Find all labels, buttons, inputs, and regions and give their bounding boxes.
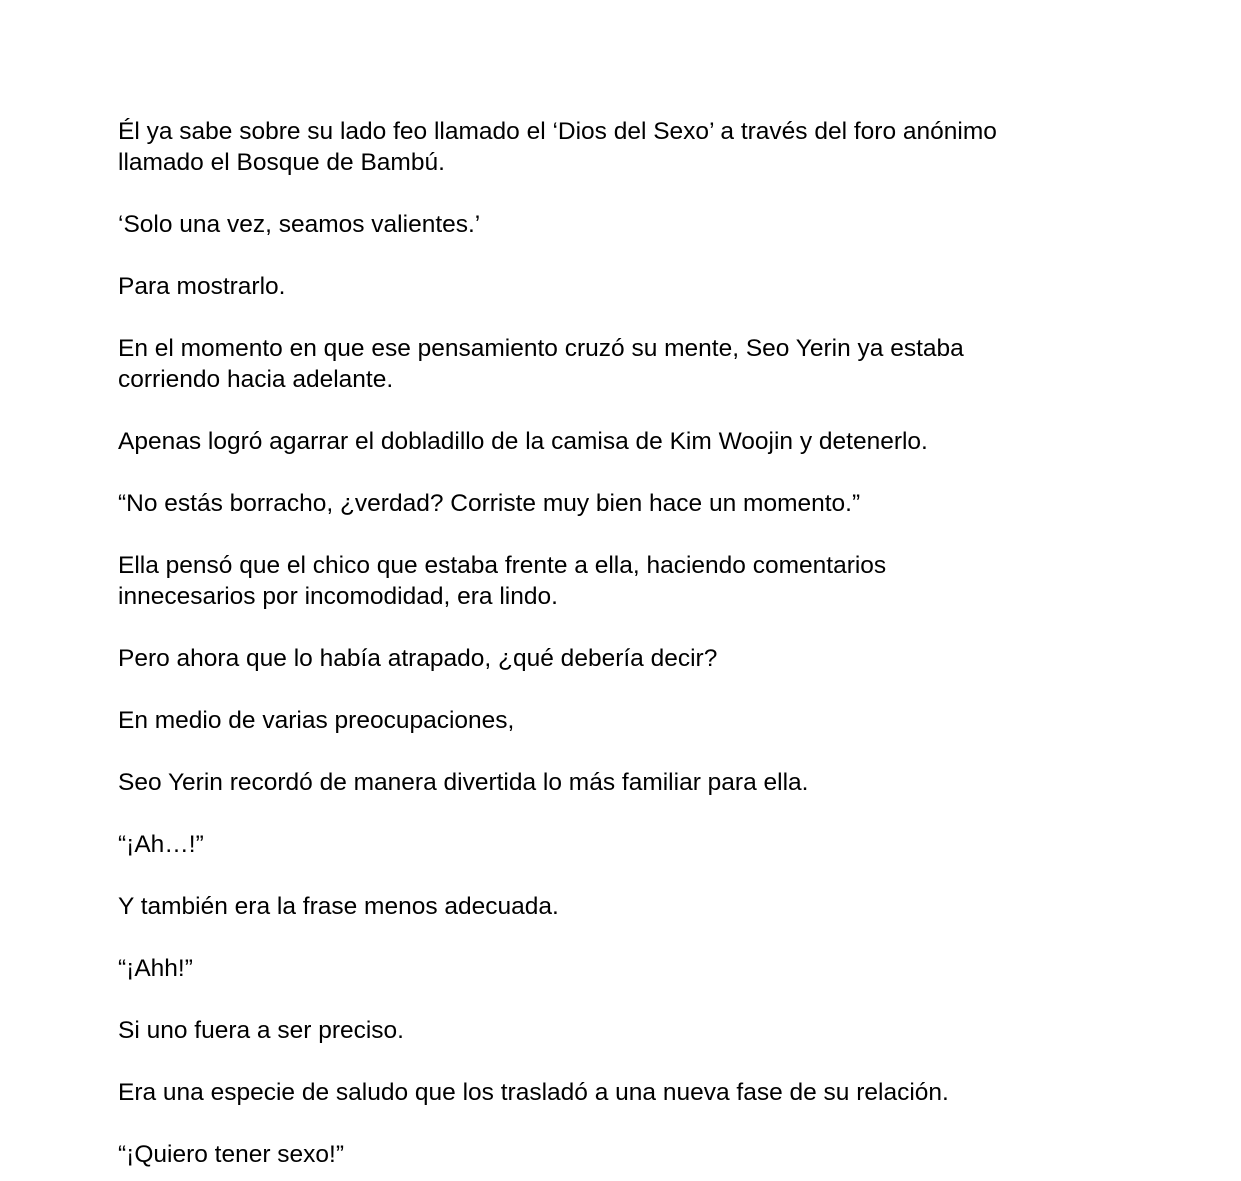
paragraph xyxy=(118,643,1118,674)
text-line: En medio de varias preocupaciones, xyxy=(118,707,515,734)
text-line: corriendo hacia adelante. xyxy=(118,366,394,393)
text-line: innecesarios por incomodidad, era lindo. xyxy=(118,583,558,610)
text-line: Pero ahora que lo había atrapado, ¿qué debería decir? xyxy=(118,645,718,672)
text-line: “¡Ah…!” xyxy=(118,831,204,858)
paragraph xyxy=(118,271,1118,302)
paragraph xyxy=(118,488,1118,519)
text-line: Apenas logró agarrar el dobladillo de la camisa de Kim Woojin y detenerlo. xyxy=(118,428,928,455)
paragraph xyxy=(118,953,1118,984)
text-line: Si uno fuera a ser preciso. xyxy=(118,1017,404,1044)
document-body xyxy=(118,116,1118,1170)
paragraph xyxy=(118,116,1118,178)
paragraph xyxy=(118,1015,1118,1046)
paragraph xyxy=(118,550,1118,612)
text-line: “¡Ahh!” xyxy=(118,955,193,982)
paragraph xyxy=(118,829,1118,860)
text-line: llamado el Bosque de Bambú. xyxy=(118,149,445,176)
paragraph xyxy=(118,333,1118,395)
text-line: Y también era la frase menos adecuada. xyxy=(118,893,559,920)
paragraph xyxy=(118,1077,1118,1108)
paragraph xyxy=(118,209,1118,240)
text-line: Era una especie de saludo que los trasladó a una nueva fase de su relación. xyxy=(118,1079,949,1106)
text-line: En el momento en que ese pensamiento cruzó su mente, Seo Yerin ya estaba xyxy=(118,335,964,362)
paragraph xyxy=(118,705,1118,736)
text-line: ‘Solo una vez, seamos valientes.’ xyxy=(118,211,481,238)
paragraph xyxy=(118,891,1118,922)
paragraph xyxy=(118,767,1118,798)
text-line: “¡Quiero tener sexo!” xyxy=(118,1141,345,1168)
paragraph xyxy=(118,1139,1118,1170)
paragraph xyxy=(118,426,1118,457)
text-line: Seo Yerin recordó de manera divertida lo más familiar para ella. xyxy=(118,769,809,796)
text-line: Para mostrarlo. xyxy=(118,273,286,300)
text-line: Ella pensó que el chico que estaba frente a ella, haciendo comentarios xyxy=(118,552,887,579)
text-line: Él ya sabe sobre su lado feo llamado el ‘Dios del Sexo’ a través del foro anónimo xyxy=(118,118,997,145)
text-line: “No estás borracho, ¿verdad? Corriste muy bien hace un momento.” xyxy=(118,490,861,517)
